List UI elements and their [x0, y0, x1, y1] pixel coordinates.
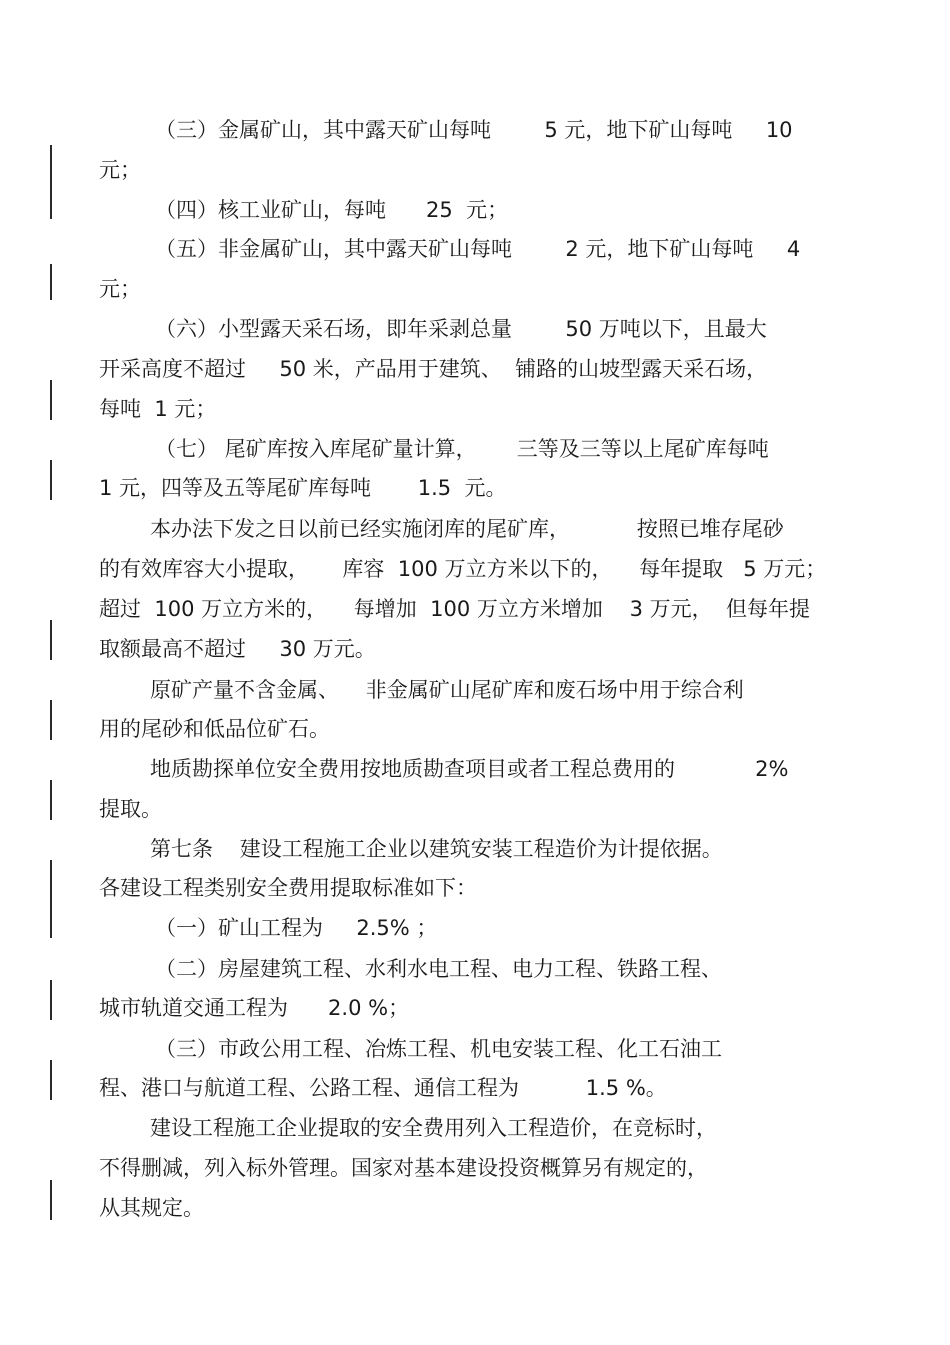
- text-line: 各建设工程类别安全费用提取标准如下：: [99, 876, 477, 900]
- text-line: 用的尾砂和低品位矿石。: [99, 717, 330, 741]
- revision-bar: [50, 980, 52, 1020]
- text-line: 元；: [99, 158, 141, 182]
- text-line: （六）小型露天采石场，即年采剥总量 50 万吨以下，且最大: [155, 317, 767, 341]
- text-line: 本办法下发之日以前已经实施闭库的尾矿库， 按照已堆存尾砂: [150, 517, 784, 541]
- text-line: 程、港口与航道工程、公路工程、通信工程为 1.5 %。: [99, 1076, 667, 1100]
- text-line: 元；: [99, 277, 141, 301]
- text-line: 建设工程施工企业提取的安全费用列入工程造价，在竞标时，: [150, 1116, 717, 1140]
- revision-bar: [50, 700, 52, 740]
- text-line: 不得删减，列入标外管理。国家对基本建设投资概算另有规定的，: [99, 1156, 708, 1180]
- text-line: 取额最高不超过 30 万元。: [99, 637, 376, 661]
- text-line: （五）非金属矿山，其中露天矿山每吨 2 元，地下矿山每吨 4: [155, 237, 801, 261]
- text-line: 从其规定。: [99, 1196, 204, 1220]
- text-line: 地质勘探单位安全费用按地质勘查项目或者工程总费用的 2%: [150, 757, 789, 781]
- revision-bar: [50, 380, 52, 420]
- text-line: 每吨 1 元；: [99, 397, 217, 421]
- text-line: （七） 尾矿库按入库尾矿量计算， 三等及三等以上尾矿库每吨: [155, 437, 769, 461]
- text-line: （二）房屋建筑工程、水利水电工程、电力工程、铁路工程、: [155, 957, 722, 981]
- revision-bar: [50, 780, 52, 820]
- revision-bar: [50, 1180, 52, 1220]
- text-line: 开采高度不超过 50 米，产品用于建筑、 铺路的山坡型露天采石场，: [99, 357, 768, 381]
- revision-bar: [50, 1060, 52, 1100]
- text-line: （一）矿山工程为 2.5% ；: [155, 916, 438, 940]
- text-line: （四）核工业矿山，每吨 25 元；: [155, 198, 509, 222]
- text-line: 原矿产量不含金属、 非金属矿山尾矿库和废石场中用于综合利: [150, 678, 744, 702]
- text-line: 1 元，四等及五等尾矿库每吨 1.5 元。: [99, 476, 507, 500]
- revision-bar: [50, 620, 52, 660]
- text-line: （三）市政公用工程、冶炼工程、机电安装工程、化工石油工: [155, 1037, 722, 1061]
- text-line: 的有效库容大小提取， 库容 100 万立方米以下的， 每年提取 5 万元；: [99, 557, 827, 581]
- revision-bar: [50, 460, 52, 500]
- revision-bar: [50, 145, 52, 219]
- text-line: （三）金属矿山，其中露天矿山每吨 5 元，地下矿山每吨 10: [155, 118, 793, 142]
- text-line: 提取。: [99, 797, 162, 821]
- text-line: 城市轨道交通工程为 2.0 %；: [99, 996, 410, 1020]
- text-line: 超过 100 万立方米的， 每增加 100 万立方米增加 3 万元， 但每年提: [99, 597, 811, 621]
- text-line: 第七条 建设工程施工企业以建筑安装工程造价为计提依据。: [150, 837, 723, 861]
- revision-bar: [50, 264, 52, 300]
- revision-bar: [50, 860, 52, 938]
